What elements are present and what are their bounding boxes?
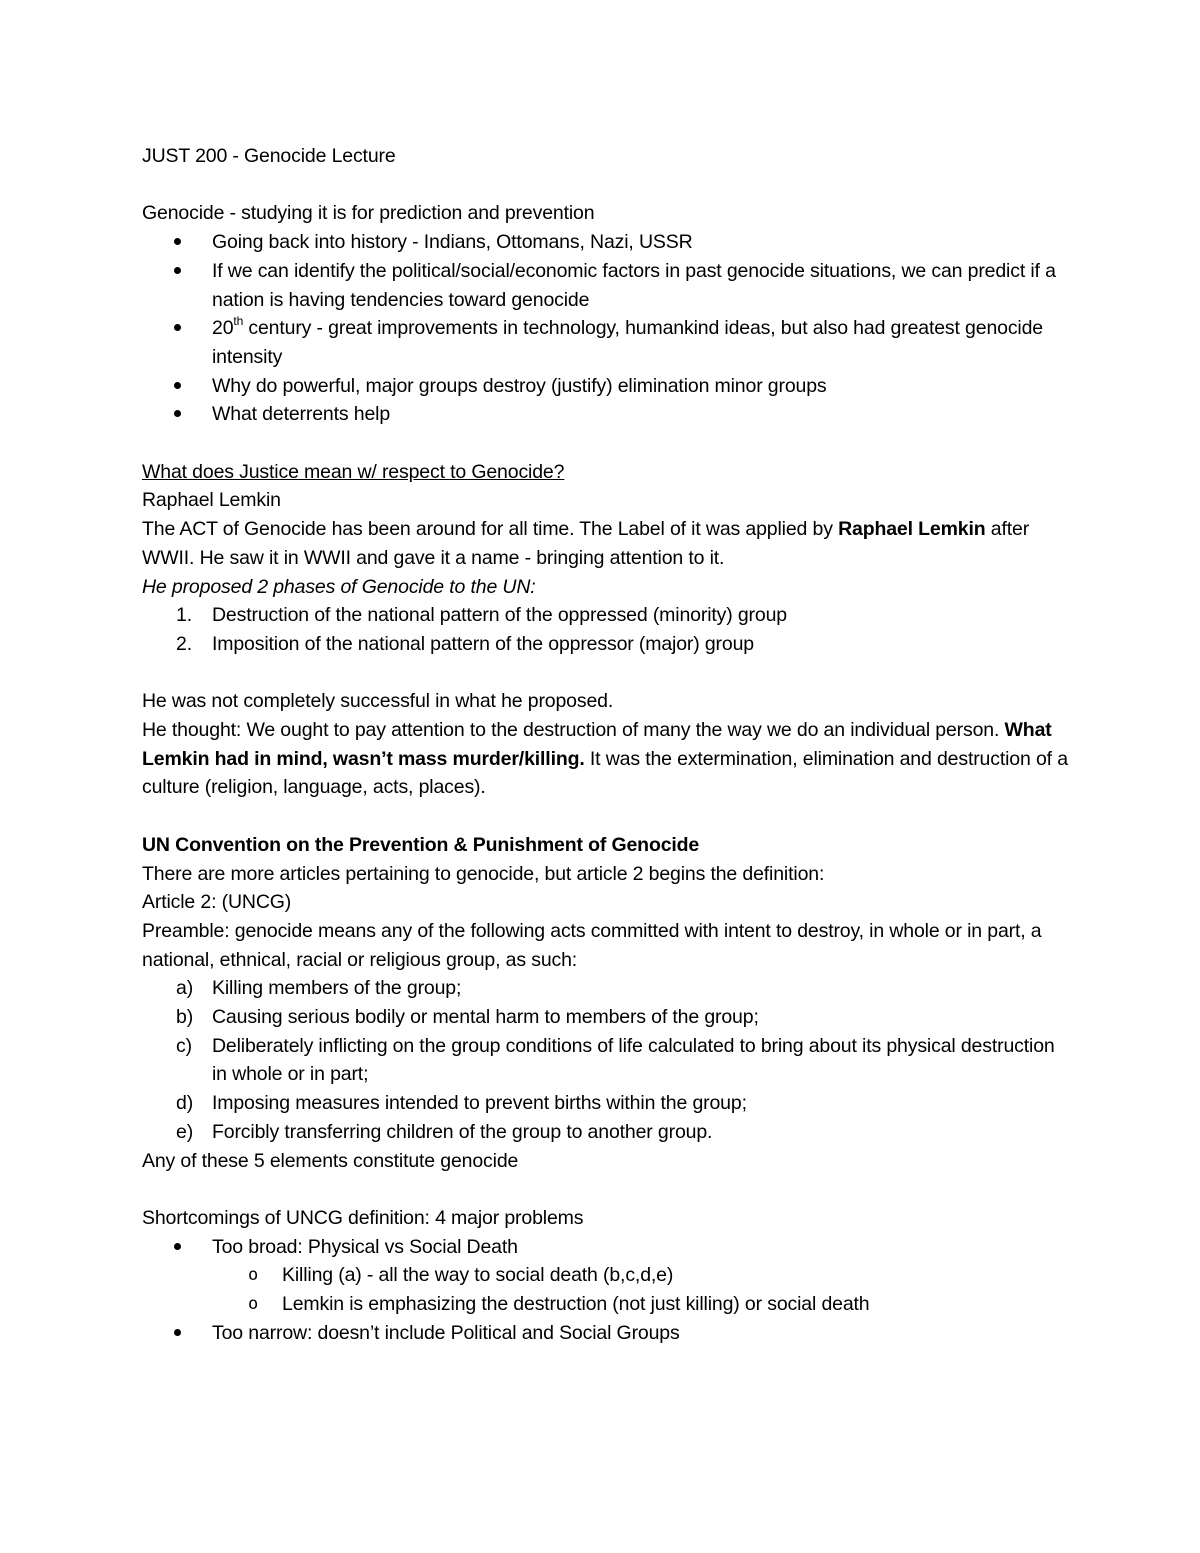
list-letter: a) — [176, 977, 194, 1000]
list-item-text: Killing members of the group; — [212, 977, 462, 1000]
list-number: 2. — [176, 632, 192, 655]
lemkin-paragraph — [142, 515, 1072, 572]
list-item-text: Killing (a) - all the way to social death (b,c,d,e) — [282, 1264, 674, 1287]
circle-bullet-icon: o — [248, 1265, 259, 1286]
shortcomings-list — [142, 1233, 1072, 1348]
list-letter: e) — [176, 1120, 194, 1143]
list-letter: b) — [176, 1006, 194, 1029]
sub-list-item — [142, 1261, 1072, 1290]
list-item — [142, 1319, 1072, 1348]
list-item — [142, 257, 1072, 314]
bullet-icon — [174, 257, 194, 286]
century-text: century - great improvements in technology, humankind ideas, but also had greatest genocide intensity — [212, 317, 1044, 368]
list-item-text: Causing serious bodily or mental harm to members of the group; — [212, 1006, 759, 1029]
list-item-text: Too broad: Physical vs Social Death — [212, 1235, 518, 1258]
bold-statement: What Lemkin had in mind, wasn’t mass murder/killing. — [142, 719, 1052, 770]
list-letter: d) — [176, 1092, 194, 1115]
list-item-text: Deliberately inflicting on the group conditions of life calculated to bring about its physical destruction in whole or in part; — [212, 1034, 1055, 1086]
justice-heading: What does Justice mean w/ respect to Genocide? — [142, 460, 565, 483]
century-number: 20 — [212, 317, 234, 340]
list-item-text: Too narrow: doesn’t include Political and Social Groups — [212, 1321, 680, 1344]
paragraph-text: The ACT of Genocide has been around for all time. The Label of it was applied by — [142, 518, 839, 541]
bullet-icon — [174, 1233, 194, 1262]
list-item — [142, 630, 1072, 659]
articles-note: There are more articles pertaining to genocide, but article 2 begins the definition: — [142, 862, 825, 885]
list-item — [142, 974, 1072, 1003]
list-number: 1. — [176, 604, 192, 627]
bullet-icon — [174, 314, 194, 343]
sub-list-item — [142, 1290, 1072, 1319]
list-item-text: Why do powerful, major groups destroy (justify) elimination minor groups — [212, 374, 827, 397]
acts-summary: Any of these 5 elements constitute genocide — [142, 1149, 519, 1172]
article-label: Article 2: (UNCG) — [142, 891, 292, 914]
list-item-text: What deterrents help — [212, 403, 391, 426]
list-item — [142, 228, 1072, 257]
paragraph-text: It was the extermination, elimination and destruction of a culture (religion, language, acts, places). — [142, 747, 1068, 799]
list-item-text: Going back into history - Indians, Ottomans, Nazi, USSR — [212, 231, 693, 254]
list-item — [142, 1233, 1072, 1262]
list-item — [142, 1032, 1072, 1089]
bold-name: Raphael Lemkin — [838, 518, 986, 541]
list-item — [142, 1118, 1072, 1147]
paragraph-text: He thought: We ought to pay attention to the destruction of many the way we do an individual person. — [142, 719, 1005, 742]
spacer — [142, 171, 1072, 200]
list-item-text: Lemkin is emphasizing the destruction (not just killing) or social death — [282, 1293, 870, 1316]
person-name: Raphael Lemkin — [142, 489, 281, 512]
bullet-icon — [174, 400, 194, 429]
list-item — [142, 601, 1072, 630]
list-item-text: Destruction of the national pattern of the oppressed (minority) group — [212, 604, 787, 627]
list-item — [142, 1089, 1072, 1118]
list-item-text: Forcibly transferring children of the group to another group. — [212, 1120, 713, 1143]
paragraph-text: after WWII. He saw it in WWII and gave it a name - bringing attention to it. — [142, 518, 1030, 569]
list-item-text: If we can identify the political/social/economic factors in past genocide situations, we can predict if a nation is having tendencies toward genocide — [212, 259, 1056, 311]
spacer — [142, 1175, 1072, 1204]
intro-heading: Genocide - studying it is for prediction and prevention — [142, 202, 595, 225]
bullet-icon — [174, 228, 194, 257]
list-item — [142, 400, 1072, 429]
spacer — [142, 802, 1072, 831]
document-body — [142, 142, 1072, 1347]
list-item-text: Imposing measures intended to prevent births within the group; — [212, 1092, 747, 1115]
circle-bullet-icon: o — [248, 1294, 259, 1315]
ordinal-suffix: th — [233, 313, 244, 328]
list-item-text: Imposition of the national pattern of the oppressor (major) group — [212, 632, 754, 655]
convention-heading: UN Convention on the Prevention & Punishment of Genocide — [142, 833, 700, 856]
list-item-text — [212, 313, 1044, 368]
preamble-text: Preamble: genocide means any of the following acts committed with intent to destroy, in whole or in part, a national, ethnical, racial or religious group, as such: — [142, 919, 1042, 971]
acts-list — [142, 974, 1072, 1146]
list-item — [142, 314, 1072, 371]
spacer — [142, 429, 1072, 458]
list-item — [142, 1003, 1072, 1032]
bullet-icon — [174, 372, 194, 401]
intro-bullet-list — [142, 228, 1072, 429]
list-letter: c) — [176, 1034, 192, 1057]
bullet-icon — [174, 1319, 194, 1348]
page-title: JUST 200 - Genocide Lecture — [142, 145, 396, 167]
list-item — [142, 372, 1072, 401]
shortcomings-heading: Shortcomings of UNCG definition: 4 major problems — [142, 1206, 584, 1229]
phases-list — [142, 601, 1072, 658]
thought-paragraph — [142, 716, 1072, 802]
spacer — [142, 659, 1072, 688]
phases-intro: He proposed 2 phases of Genocide to the UN: — [142, 575, 536, 598]
not-successful-text: He was not completely successful in what he proposed. — [142, 690, 614, 713]
